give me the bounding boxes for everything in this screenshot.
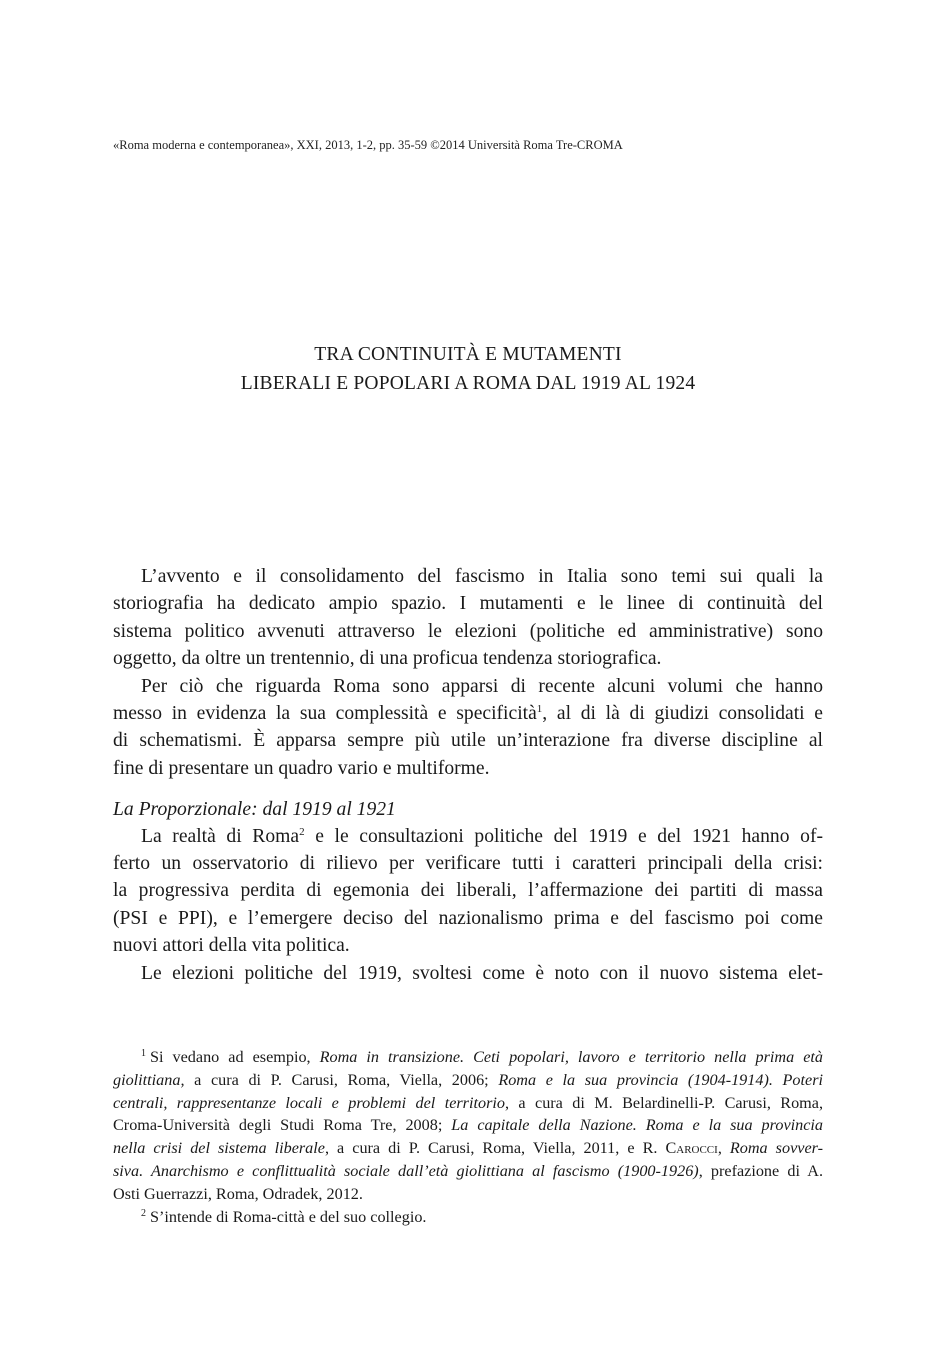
text-line: La realtà di Roma$^2$ e le consultazioni politiche del 1919 e del 1921 hanno of-: [141, 825, 823, 847]
footnote-1: [113, 1046, 823, 1206]
title-line-2: LIBERALI E POPOLARI A ROMA DAL 1919 AL 1924: [240, 373, 696, 394]
text-line: nuovi attori della vita politica.: [113, 935, 350, 957]
running-head: «Roma moderna e contemporanea», XXI, 2013, 1-2, pp. 35-59 ©2014 Università Roma Tre-CROMA: [113, 138, 623, 152]
footnote-2: [113, 1206, 823, 1229]
footnotes: [113, 1046, 823, 1228]
footnote-line: $^2$ S’intende di Roma-città e del suo collegio.: [141, 1207, 427, 1226]
text-line: ferto un osservatorio di rilievo per verificare tutti i caratteri principali della crisi:: [113, 853, 823, 875]
paragraph-3: [113, 823, 823, 960]
footnote-number: 2: [141, 1207, 146, 1219]
footnote-line: giolittiana, a cura di P. Carusi, Roma, Viella, 2006; Roma e la sua provincia (1904-1914). Poteri: [113, 1070, 823, 1089]
section-heading: La Proporzionale: dal 1919 al 1921: [113, 799, 396, 821]
text-line: (PSI e PPI), e l’emergere deciso del nazionalismo prima e del fascismo poi come: [113, 907, 823, 929]
footnote-number: 1: [141, 1048, 146, 1059]
footnote-line: Osti Guerrazzi, Roma, Odradek, 2012.: [113, 1184, 363, 1203]
paragraph-2: [113, 673, 823, 783]
text-line: Per ciò che riguarda Roma sono apparsi di recente alcuni volumi che hanno: [141, 675, 823, 697]
footnote-line: nella crisi del sistema liberale, a cura di P. Carusi, Roma, Viella, 2011, e R. Carocci, Roma sovver-: [113, 1139, 824, 1158]
text-line: Le elezioni politiche del 1919, svoltesi come è noto con il nuovo sistema elet-: [141, 962, 823, 984]
text-line: messo in evidenza la sua complessità e specificità$^1$, al di là di giudizi consolidati e: [113, 703, 823, 725]
article-title: [113, 340, 823, 398]
body-text: [113, 563, 823, 987]
text-line: sistema politico avvenuti attraverso le elezioni (politiche ed amministrative) sono: [113, 620, 823, 642]
text-line: la progressiva perdita di egemonia dei liberali, l’affermazione dei partiti di massa: [113, 880, 823, 902]
footnote-ref-2[interactable]: 2: [299, 825, 305, 838]
paragraph-1: [113, 563, 823, 673]
footnote-line: Croma-Università degli Studi Roma Tre, 2008; La capitale della Nazione. Roma e la sua provincia: [113, 1116, 823, 1135]
footnote-line: centrali, rappresentanze locali e problemi del territorio, a cura di M. Belardinelli-P. Carusi, Roma,: [113, 1093, 823, 1112]
footnote-ref-1[interactable]: 1: [536, 703, 543, 716]
title-line-1: TRA CONTINUITÀ E MUTAMENTI: [314, 344, 622, 365]
text-line: L’avvento e il consolidamento del fascismo in Italia sono temi sui quali la: [141, 566, 823, 587]
footnote-line: $^1$ Si vedano ad esempio, Roma in transizione. Ceti popolari, lavoro e territorio nella prima età: [141, 1048, 823, 1066]
text-line: oggetto, da oltre un trentennio, di una proficua tendenza storiografica.: [113, 648, 662, 670]
text-line: fine di presentare un quadro vario e multiforme.: [113, 757, 490, 779]
footnote-line: siva. Anarchismo e conflittualità sociale dall’età giolittiana al fascismo (1900-1926), prefazione di A.: [113, 1161, 823, 1180]
text-line: storiografia ha dedicato ampio spazio. I mutamenti e le linee di continuità del: [113, 593, 823, 615]
paragraph-4: [113, 960, 823, 987]
text-line: di schematismi. È apparsa sempre più utile un’interazione fra diverse discipline al: [113, 730, 823, 752]
